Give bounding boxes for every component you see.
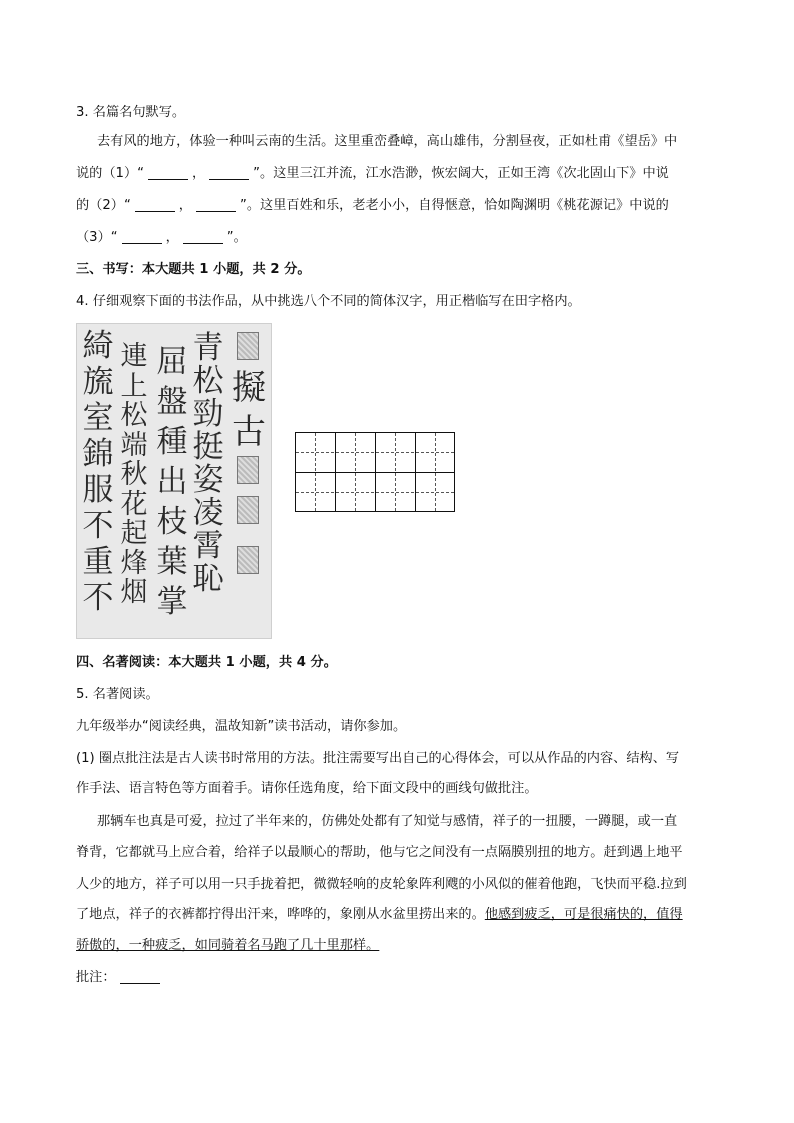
seal-stamp: [237, 496, 259, 524]
question-3-line-3: 的（2）“ ， ”。这里百姓和乐，老老小小，自得惬意，恰如陶渊明《桃花源记》中说的: [76, 198, 669, 213]
annotation-blank[interactable]: [120, 969, 160, 984]
question-3-title: 3. 名篇名句默写。: [76, 105, 186, 120]
answer-blank-2a[interactable]: [135, 197, 175, 212]
section-4-heading: 四、名著阅读：本大题共 1 小题，共 4 分。: [76, 655, 337, 670]
calligraphy-image: [76, 323, 272, 639]
question-3-line-1: 去有风的地方，体验一种叫云南的生活。这里重峦叠嶂，高山雄伟，分割昼夜，正如杜甫《望岳》中: [97, 134, 678, 149]
answer-blank-2b[interactable]: [196, 197, 236, 212]
calligraphy-column-2: 青 松 勁 挺 姿 凌 霄 恥: [192, 330, 224, 597]
annotation-line: 批注：: [76, 968, 718, 988]
question-5-title: 5. 名著阅读。: [76, 687, 159, 702]
seal-stamp: [237, 332, 259, 360]
passage-line-5-underlined: 骄傲的，一种疲乏，如同骑着名马跑了几十里那样。: [76, 938, 380, 953]
answer-blank-3a[interactable]: [122, 229, 162, 244]
question-4-title: 4. 仔细观察下面的书法作品，从中挑选八个不同的简体汉字，用正楷临写在田字格内。: [76, 294, 581, 309]
answer-blank-3b[interactable]: [183, 229, 223, 244]
underlined-sentence: 他感到疲乏，可是很痛快的，值得: [484, 907, 683, 922]
passage-line-4: 了地点，祥子的衣裤都拧得出汗来，哗哗的，象刚从水盆里捞出来的。他感到疲乏，可是很痛快的，值得: [76, 907, 683, 922]
passage-line-3: 人少的地方，祥子可以用一只手拢着把，微微轻响的皮轮象阵利飕的小风似的催着他跑，飞快而平稳.拉到: [76, 877, 687, 892]
subquestion-1-line-2: 作手法、语言特色等方面着手。请你任选角度，给下面文段中的画线句做批注。: [76, 781, 538, 796]
question-5-intro: 九年级举办“阅读经典，温故知新”读书活动，请你参加。: [76, 719, 407, 734]
question-3-line-2: 说的（1）“ ， ”。这里三江并流，江水浩渺，恢宏阔大，正如王湾《次北固山下》中说: [76, 166, 669, 181]
passage-line-1: 那辆车也真是可爱，拉过了半年来的，仿佛处处都有了知觉与感情，祥子的一扭腰，一蹲腿，或一直: [97, 814, 678, 829]
answer-blank-1a[interactable]: [148, 165, 188, 180]
calligraphy-column-1: 擬 古: [232, 368, 266, 452]
tianzige-grid[interactable]: [295, 432, 455, 512]
seal-stamp: [237, 546, 259, 574]
calligraphy-column-3: 屈 盤 種 出 枝 葉 掌: [156, 344, 188, 620]
section-3-heading: 三、书写：本大题共 1 小题，共 2 分。: [76, 262, 311, 277]
subquestion-1-line-1: (1) 圈点批注法是古人读书时常用的方法。批注需要写出自己的心得体会，可以从作品的内容、结构、写: [76, 751, 680, 766]
passage-line-2: 脊背，它都就马上应合着，给祥子以最顺心的帮助，他与它之间没有一点隔膜别扭的地方。赶到遇上地平: [76, 845, 683, 860]
question-3-line-4: （3）“ ， ”。: [76, 230, 247, 245]
seal-stamp: [237, 456, 259, 484]
calligraphy-column-5: 綺 旒 室 錦 服 不 重 不: [82, 328, 114, 616]
answer-blank-1b[interactable]: [209, 165, 249, 180]
calligraphy-column-4: 連 上 松 端 秋 花 起 烽 烟: [120, 341, 148, 608]
